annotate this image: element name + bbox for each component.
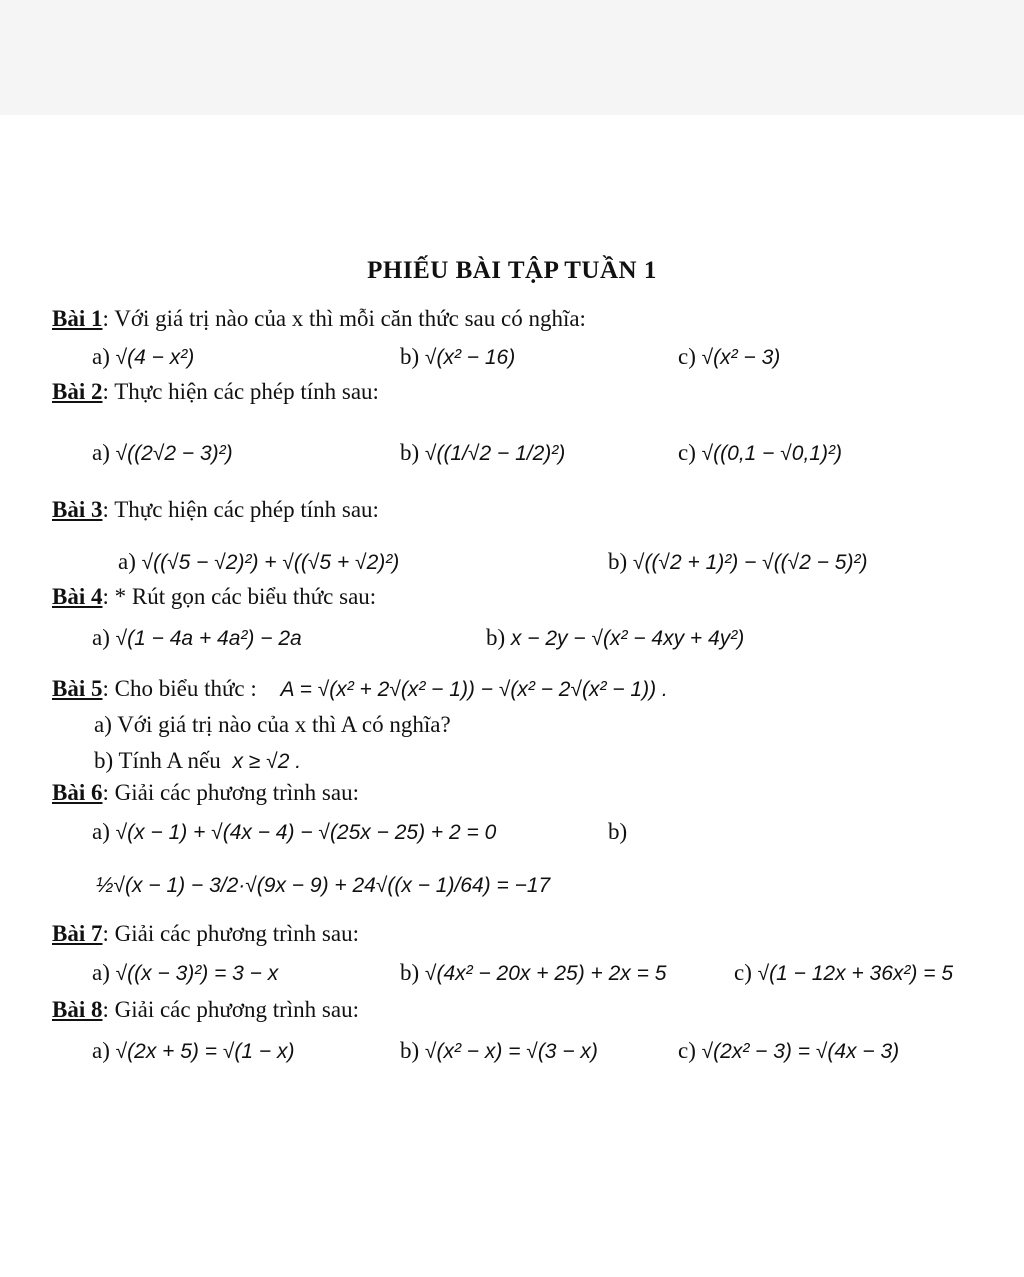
bai7-a-label: a) (92, 960, 110, 985)
bai1-c (678, 344, 780, 370)
bai1-b-label: b) (400, 344, 420, 369)
bai1-a (92, 344, 194, 370)
bai1-c-label: c) (678, 344, 696, 369)
bai5-expr: A = √(x² + 2√(x² − 1)) − √(x² − 2√(x² − 1)) . (280, 678, 668, 701)
bai2-a (92, 440, 233, 466)
bai2-prompt: : Thực hiện các phép tính sau: (102, 379, 379, 404)
bai2-b (400, 440, 565, 466)
bai3-a-expr: √((√5 − √2)²) + √((√5 + √2)²) (141, 551, 400, 574)
bai7-c-label: c) (734, 960, 752, 985)
bai4-b-label: b) (486, 625, 506, 650)
bai6-heading-line (52, 780, 359, 806)
bai5-b-text: b) Tính A nếu (94, 748, 221, 773)
bai6-prompt: : Giải các phương trình sau: (102, 780, 359, 805)
bai3-a-label: a) (118, 549, 136, 574)
bai2-c-expr: √((0,1 − √0,1)²) (701, 442, 842, 465)
bai8-heading: Bài 8 (52, 997, 103, 1022)
bai7-a (92, 960, 278, 986)
bai5-heading: Bài 5 (52, 676, 103, 701)
bai7-c (734, 960, 953, 986)
bai6-heading: Bài 6 (52, 780, 103, 805)
bai7-c-expr: √(1 − 12x + 36x²) = 5 (757, 962, 954, 985)
bai4-a-label: a) (92, 625, 110, 650)
bai8-a-expr: √(2x + 5) = √(1 − x) (115, 1040, 295, 1063)
bai7-b-label: b) (400, 960, 420, 985)
bai4-b (486, 625, 744, 651)
bai1-heading-line (52, 306, 586, 332)
bai8-c-label: c) (678, 1038, 696, 1063)
bai7-prompt: : Giải các phương trình sau: (102, 921, 359, 946)
bai3-a (118, 549, 399, 575)
bai3-heading: Bài 3 (52, 497, 103, 522)
bai2-c-label: c) (678, 440, 696, 465)
bai8-c-expr: √(2x² − 3) = √(4x − 3) (701, 1040, 900, 1063)
bai8-c (678, 1038, 899, 1064)
bai8-a-label: a) (92, 1038, 110, 1063)
bai5-a: a) Với giá trị nào của x thì A có nghĩa? (94, 712, 451, 737)
bai7-a-expr: √((x − 3)²) = 3 − x (115, 962, 279, 985)
bai8-heading-line (52, 997, 359, 1023)
bai1-a-expr: √(4 − x²) (115, 346, 195, 369)
bai6-a-expr: √(x − 1) + √(4x − 4) − √(25x − 25) + 2 = 0 (115, 821, 497, 844)
bai4-a (92, 625, 302, 651)
bai5-prompt: : Cho biểu thức : (102, 676, 257, 701)
bai1-a-label: a) (92, 344, 110, 369)
bai7-heading-line (52, 921, 359, 947)
bai6-b-expr-line (96, 872, 550, 898)
bai6-b (608, 819, 627, 845)
bai3-b-label: b) (608, 549, 628, 574)
bai3-b (608, 549, 867, 575)
bai8-b-label: b) (400, 1038, 420, 1063)
bai2-b-label: b) (400, 440, 420, 465)
bai8-a (92, 1038, 294, 1064)
bai7-b (400, 960, 666, 986)
bai6-a-label: a) (92, 819, 110, 844)
bai1-heading: Bài 1 (52, 306, 103, 331)
bai3-prompt: : Thực hiện các phép tính sau: (102, 497, 379, 522)
top-band (0, 0, 1024, 115)
bai8-b-expr: √(x² − x) = √(3 − x) (424, 1040, 598, 1063)
bai3-b-expr: √((√2 + 1)²) − √((√2 − 5)²) (632, 551, 868, 574)
bai7-heading: Bài 7 (52, 921, 103, 946)
bai2-b-expr: √((1/√2 − 1/2)²) (424, 442, 566, 465)
bai3-heading-line (52, 497, 379, 523)
bai6-b-expr: ½√(x − 1) − 3/2·√(9x − 9) + 24√((x − 1)/64) = −17 (96, 874, 551, 897)
bai5-b-expr: x ≥ √2 . (232, 750, 302, 773)
bai2-c (678, 440, 842, 466)
bai4-a-expr: √(1 − 4a + 4a²) − 2a (115, 627, 302, 650)
bai5-b (94, 748, 301, 774)
bai8-b (400, 1038, 598, 1064)
bai1-prompt: : Với giá trị nào của x thì mỗi căn thức sau có nghĩa: (102, 306, 586, 331)
bai2-a-label: a) (92, 440, 110, 465)
bai5-heading-line (52, 676, 668, 702)
bai1-b-expr: √(x² − 16) (424, 346, 516, 369)
bai2-heading: Bài 2 (52, 379, 103, 404)
bai8-prompt: : Giải các phương trình sau: (102, 997, 359, 1022)
worksheet-title: PHIẾU BÀI TẬP TUẦN 1 (367, 257, 657, 284)
bai4-heading: Bài 4 (52, 584, 103, 609)
bai4-prompt: : * Rút gọn các biểu thức sau: (102, 584, 377, 609)
bai1-c-expr: √(x² − 3) (701, 346, 781, 369)
bai7-b-expr: √(4x² − 20x + 25) + 2x = 5 (424, 962, 667, 985)
bai4-heading-line (52, 584, 376, 610)
bai2-a-expr: √((2√2 − 3)²) (115, 442, 233, 465)
bai6-a (92, 819, 496, 845)
bai4-b-expr: x − 2y − √(x² − 4xy + 4y²) (510, 627, 745, 650)
bai1-b (400, 344, 515, 370)
bai6-b-label: b) (608, 819, 628, 844)
bai2-heading-line (52, 379, 379, 405)
